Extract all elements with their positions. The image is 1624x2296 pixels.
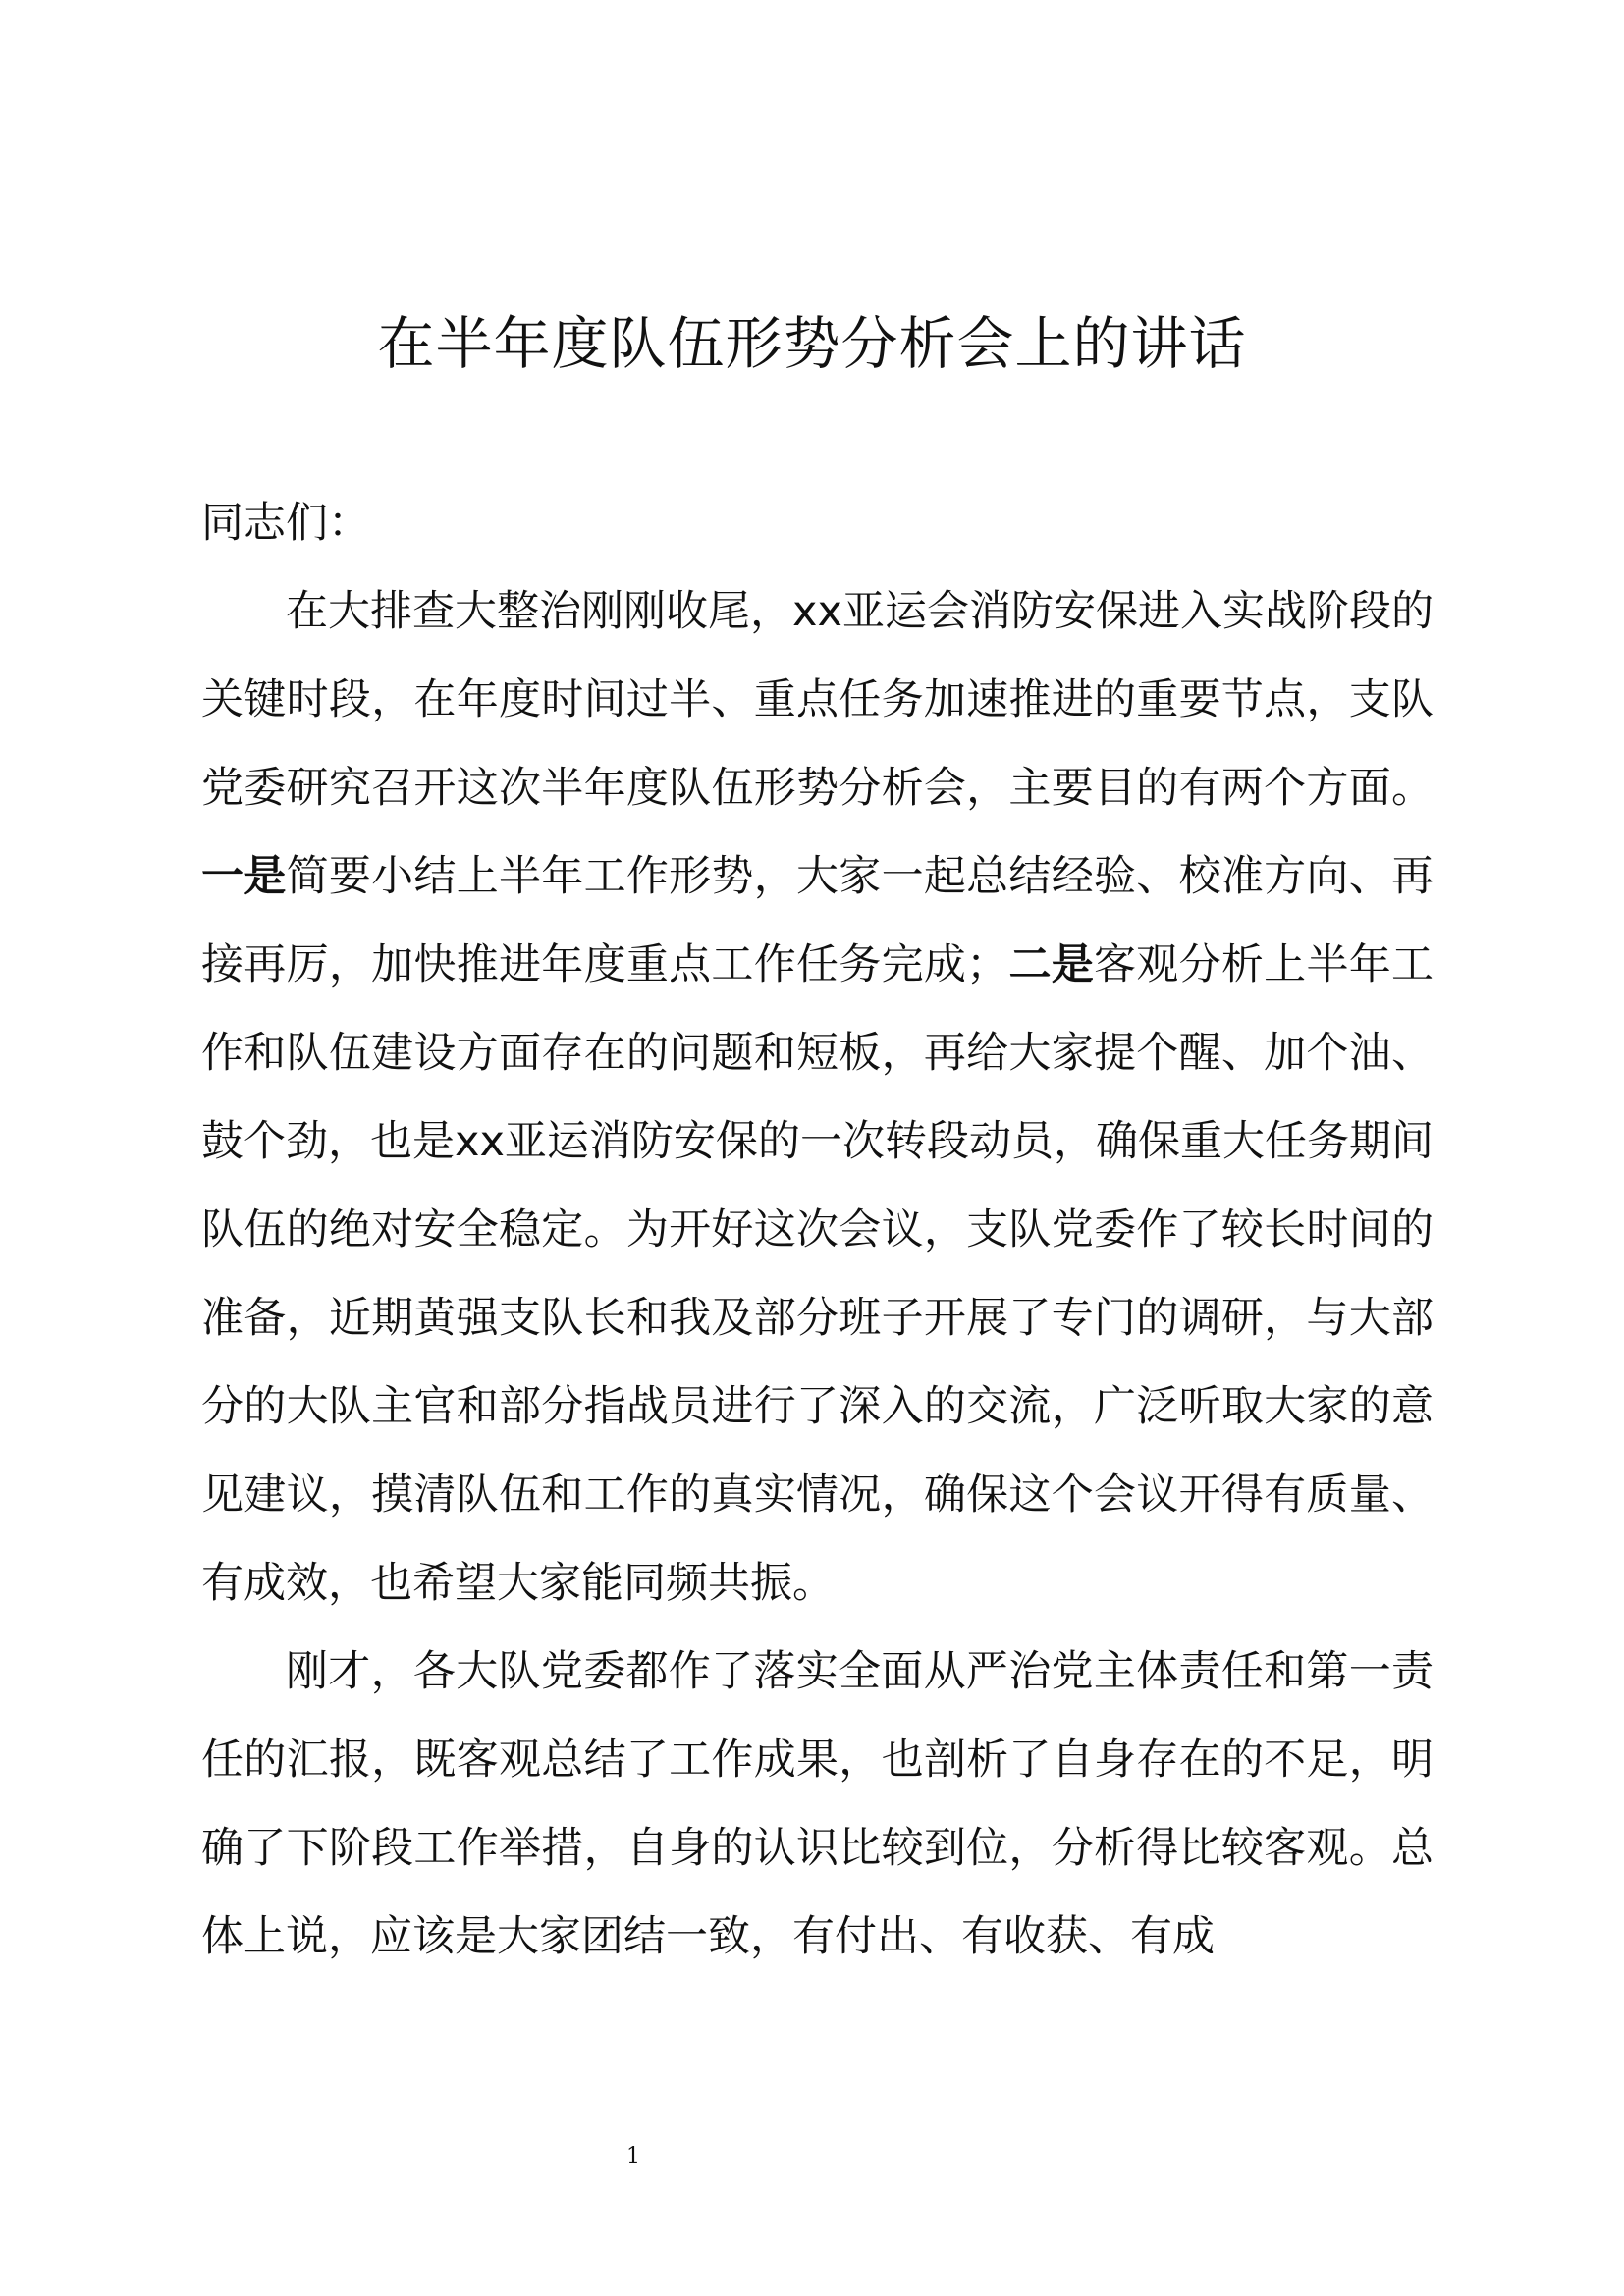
paragraph-reports: 刚才，各大队党委都作了落实全面从严治党主体责任和第一责任的汇报，既客观总结了工作成果，也剖析了自身存在的不足，明确了下阶段工作举措，自身的认识比较到位，分析得比较客观。总体上说，应该是大家团结一致，有付出、有收获、有成: [201, 1647, 1434, 1961]
paragraph-intro-part1: 在大排查大整治刚刚收尾，xx亚运会消防安保进入实战阶段的关键时段，在年度时间过半、重点任务加速推进的重要节点，支队党委研究召开这次半年度队伍形势分析会，主要目的有两个方面。: [201, 587, 1434, 813]
paragraph-intro-part2: 简要小结上半年工作形势，大家一起总结经验、校准方向、再接再厉，加快推进年度重点工作任务完成；: [201, 852, 1435, 989]
salutation: 同志们：: [201, 499, 370, 548]
paragraph-intro-part3: 客观分析上半年工作和队伍建设方面存在的问题和短板，再给大家提个醒、加个油、鼓个劲，也是xx亚运消防安保的一次转段动员，确保重大任务期间队伍的绝对安全稳定。为开好这次会议，支队党委作了较长时间的准备，近期黄强支队长和我及部分班子开展了专门的调研，与大部分的大队主官和部分指战员进行了深入的交流，广泛听取大家的意见建议，摸清队伍和工作的真实情况，确保这个会议开得有质量、有成效，也希望大家能同频共振。: [201, 940, 1435, 1608]
document-title: 在半年度队伍形势分析会上的讲话: [377, 310, 1247, 377]
point-one-label: 一是: [201, 852, 287, 901]
paragraph-intro: [201, 567, 1434, 1628]
page-number: 1: [626, 2144, 640, 2168]
point-two-label: 二是: [1008, 940, 1095, 989]
document-body: [201, 479, 1434, 1981]
